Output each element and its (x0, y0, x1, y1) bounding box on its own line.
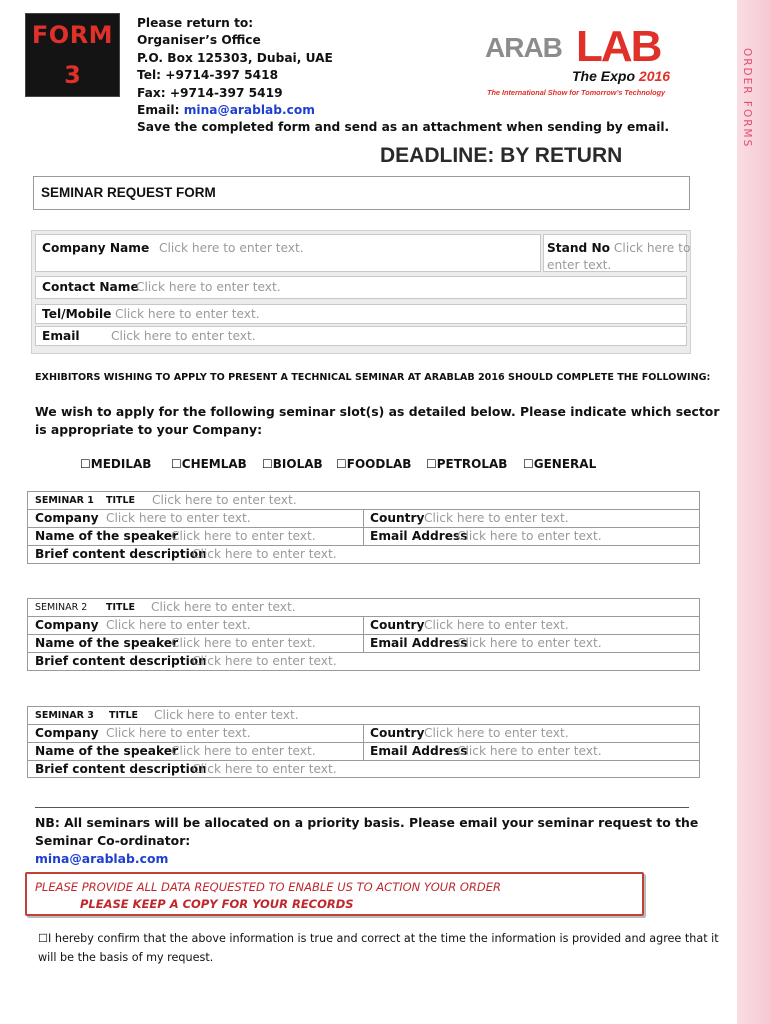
seminar-3-table (27, 706, 700, 778)
instructions-text: We wish to apply for the following seminar slot(s) as detailed below. Please indicate which sector is appropriate to your Company: (35, 404, 720, 437)
address-line: Please return to: (137, 16, 254, 30)
company-label: Company (35, 618, 99, 632)
table-row (28, 707, 699, 725)
brief-label: Brief content description (35, 762, 207, 776)
sector-checkbox-medilab[interactable]: ☐MEDILAB (80, 457, 152, 471)
country-field[interactable]: Click here to enter text. (424, 618, 569, 632)
address-email-line (137, 102, 669, 119)
brief-label: Brief content description (35, 547, 207, 561)
table-row (28, 743, 699, 761)
company-label: Company (35, 511, 99, 525)
email-link[interactable]: mina@arablab.com (183, 103, 315, 118)
email-address-label: Email Address (370, 744, 468, 758)
sector-checkbox-foodlab[interactable]: ☐FOODLAB (336, 457, 412, 471)
address-line: Save the completed form and send as an attachment when sending by email. (137, 120, 670, 135)
table-row (28, 617, 699, 635)
table-row (28, 725, 699, 743)
logo-tagline: The International Show for Tomorrow’s Technology (487, 88, 666, 97)
address-line: Tel: +9714-397 5418 (137, 68, 279, 83)
title-label: TITLE (106, 602, 136, 613)
sector-checkbox-biolab[interactable]: ☐BIOLAB (262, 457, 323, 471)
notice-box (25, 872, 644, 916)
table-row (28, 528, 699, 546)
email-cell (35, 326, 687, 346)
brief-label: Brief content description (35, 654, 207, 668)
email-address-field[interactable]: Click here to enter text. (457, 636, 602, 650)
seminar-2-table (27, 598, 700, 671)
instructions-caps: EXHIBITORS WISHING TO APPLY TO PRESENT A TECHNICAL SEMINAR AT ARABLAB 2016 SHOULD COMPLETE THE FOLLOWING: (35, 372, 711, 383)
notice-line1: PLEASE PROVIDE ALL DATA REQUESTED TO ENABLE US TO ACTION YOUR ORDER (35, 880, 502, 894)
table-row (28, 653, 699, 671)
email-field[interactable]: Click here to enter text. (111, 329, 256, 343)
sector-checkbox-general[interactable]: ☐GENERAL (523, 457, 597, 471)
table-row (28, 546, 699, 564)
email-address-field[interactable]: Click here to enter text. (457, 529, 602, 543)
contact-name-field[interactable]: Click here to enter text. (136, 280, 281, 294)
logo-lab: LAB (576, 22, 661, 71)
address-line: P.O. Box 125303, Dubai, UAE (137, 50, 333, 65)
form-title: SEMINAR REQUEST FORM (41, 185, 216, 200)
table-row (28, 492, 699, 510)
side-label: ORDER FORMS (741, 48, 753, 149)
brief-field[interactable]: Click here to enter text. (192, 547, 337, 561)
side-strip (737, 0, 770, 1024)
notice-line2: PLEASE KEEP A COPY FOR YOUR RECORDS (80, 897, 354, 911)
country-field[interactable]: Click here to enter text. (424, 726, 569, 740)
contact-name-cell (35, 276, 687, 299)
stand-no-cell: Stand No Click here to enter text. (543, 234, 687, 272)
title-label: TITLE (109, 710, 139, 721)
email-label: Email (42, 329, 80, 343)
company-field[interactable]: Click here to enter text. (106, 726, 251, 740)
speaker-label: Name of the speaker (35, 636, 179, 650)
table-row (28, 510, 699, 528)
country-field[interactable]: Click here to enter text. (424, 511, 569, 525)
nb-text: NB: All seminars will be allocated on a priority basis. Please email your seminar request to the Seminar Co-ordinator: (35, 815, 699, 848)
company-field[interactable]: Click here to enter text. (106, 511, 251, 525)
company-label: Company (35, 726, 99, 740)
seminar-label: SEMINAR 3 (35, 710, 94, 721)
speaker-field[interactable]: Click here to enter text. (171, 744, 316, 758)
email-address-label: Email Address (370, 636, 468, 650)
company-details-block (31, 230, 691, 354)
form-badge (25, 13, 120, 97)
brief-field[interactable]: Click here to enter text. (192, 654, 337, 668)
table-row (28, 635, 699, 653)
badge-line2: 3 (64, 61, 81, 89)
form-title-box (33, 176, 690, 210)
badge-line1: FORM (31, 21, 114, 49)
seminar-1-table (27, 491, 700, 564)
speaker-label: Name of the speaker (35, 529, 179, 543)
brief-field[interactable]: Click here to enter text. (192, 762, 337, 776)
address-line: Organiser’s Office (137, 33, 261, 48)
confirmation-checkbox[interactable]: ☐I hereby confirm that the above information is true and correct at the time the information is provided and agree that it will be the basis of my request. (38, 932, 719, 964)
title-label: TITLE (106, 495, 136, 506)
sector-checkbox-chemlab[interactable]: ☐CHEMLAB (171, 457, 247, 471)
company-name-label: Company Name (42, 241, 150, 255)
tel-mobile-label: Tel/Mobile (42, 307, 112, 321)
seminar-label: SEMINAR 2 (35, 602, 88, 613)
sector-checkbox-petrolab[interactable]: ☐PETROLAB (426, 457, 508, 471)
speaker-field[interactable]: Click here to enter text. (171, 529, 316, 543)
speaker-label: Name of the speaker (35, 744, 179, 758)
title-field[interactable]: Click here to enter text. (154, 708, 299, 722)
nb-note (35, 814, 730, 868)
tel-mobile-field[interactable]: Click here to enter text. (115, 307, 260, 321)
email-address-field[interactable]: Click here to enter text. (457, 744, 602, 758)
logo-arab: ARAB (485, 32, 562, 63)
speaker-field[interactable]: Click here to enter text. (171, 636, 316, 650)
stand-no-field[interactable]: Stand No Click here to (547, 241, 691, 255)
divider (35, 807, 689, 808)
contact-name-label: Contact Name (42, 280, 139, 294)
email-address-label: Email Address (370, 529, 468, 543)
company-field[interactable]: Click here to enter text. (106, 618, 251, 632)
country-label: Country (370, 618, 425, 632)
company-name-cell (35, 234, 541, 272)
deadline-heading: DEADLINE: BY RETURN (380, 144, 623, 167)
country-label: Country (370, 511, 425, 525)
title-field[interactable]: Click here to enter text. (152, 493, 297, 507)
title-field[interactable]: Click here to enter text. (151, 600, 296, 614)
table-row (28, 599, 699, 617)
address-line: Fax: +9714-397 5419 (137, 85, 283, 100)
country-label: Country (370, 726, 425, 740)
logo-expo: The Expo 2016 (572, 68, 671, 84)
arablab-logo (485, 22, 700, 98)
tel-mobile-cell (35, 304, 687, 324)
seminar-label: SEMINAR 1 (35, 495, 94, 506)
email-label: Email: (137, 103, 184, 118)
company-name-field[interactable]: Click here to enter text. (159, 241, 304, 255)
coordinator-email-link[interactable]: mina@arablab.com (35, 851, 169, 866)
table-row (28, 761, 699, 779)
